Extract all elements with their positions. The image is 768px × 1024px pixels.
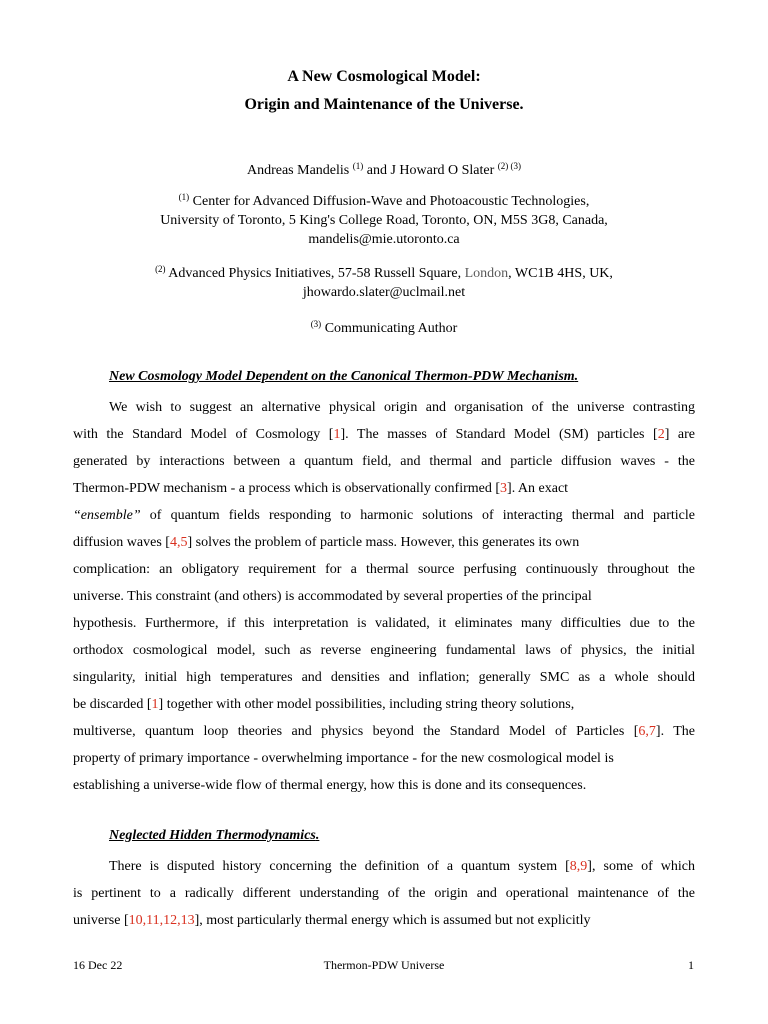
section-2-paragraph xyxy=(73,853,695,934)
citation-link[interactable]: 4,5 xyxy=(169,535,188,550)
affiliation-2-city: London xyxy=(464,266,509,281)
text-line: be discarded [1] together with other model possibilities, including string theory solutions, xyxy=(73,697,575,712)
text-line: establishing a universe-wide flow of thermal energy, how this is done and its consequences. xyxy=(73,778,587,793)
author-name-2: J Howard O Slater xyxy=(390,163,495,178)
affiliation-2 xyxy=(0,260,768,302)
text-line: multiverse, quantum loop theories and physics beyond the Standard Model of Particles [6,7]. The xyxy=(73,724,695,739)
communicating-author-note: $^{(3)}$ Communicating Author xyxy=(310,319,458,336)
affiliation-2-email[interactable]: jhowardo.slater@uclmail.net xyxy=(302,285,466,300)
emphasis-term: “ensemble” xyxy=(73,508,141,523)
text-line: complication: an obligatory requirement for a thermal source perfusing continuously throughout the xyxy=(73,562,695,577)
text-line: is pertinent to a radically different understanding of the origin and operational maintenance of the xyxy=(73,886,695,901)
citation-link[interactable]: 3 xyxy=(500,481,508,496)
text-line: with the Standard Model of Cosmology [1]. The masses of Standard Model (SM) particles [2] are xyxy=(73,427,695,442)
section-2-heading: Neglected Hidden Thermodynamics. xyxy=(109,828,320,843)
citation-link[interactable]: 1 xyxy=(151,697,159,712)
footer-running-title: Thermon-PDW Universe xyxy=(323,958,445,972)
citation-link[interactable]: 6,7 xyxy=(638,724,656,739)
section-1-heading: New Cosmology Model Dependent on the Canonical Thermon-PDW Mechanism. xyxy=(109,369,579,384)
text-line: We wish to suggest an alternative physical origin and organisation of the universe contrasting xyxy=(109,400,695,415)
text-line: singularity, initial high temperatures and densities and inflation; generally SMC as a whole should xyxy=(73,670,695,685)
text-line: property of primary importance - overwhelming importance - for the new cosmological model is xyxy=(73,751,614,766)
affiliation-2-superscript: (2) xyxy=(155,264,166,274)
communicating-superscript: (3) xyxy=(310,319,322,329)
citation-link[interactable]: 1 xyxy=(333,427,341,442)
section-1-paragraph xyxy=(73,394,695,799)
author-1-superscript: (1) xyxy=(352,161,364,171)
text-line: orthodox cosmological model, such as reverse engineering fundamental laws of physics, the initial xyxy=(73,643,695,658)
author-name-1: Andreas Mandelis xyxy=(246,163,350,178)
author-line xyxy=(0,157,768,180)
text-line: diffusion waves [4,5] solves the problem of particle mass. However, this generates its own xyxy=(73,535,580,550)
paper-title-line-1: A New Cosmological Model: xyxy=(287,68,481,85)
text-line: universe. This constraint (and others) is accommodated by several properties of the principal xyxy=(73,589,592,604)
footer-date: 16 Dec 22 xyxy=(73,958,123,972)
citation-link[interactable]: 8,9 xyxy=(569,859,588,874)
affiliation-1-line-1: $^{(1)}$ Center for Advanced Diffusion-Wave and Photoacoustic Technologies, xyxy=(178,192,590,209)
text-line: Thermon-PDW mechanism - a process which is observationally confirmed [3]. An exact xyxy=(73,481,569,496)
citation-link[interactable]: 2 xyxy=(657,427,665,442)
affiliation-1-email[interactable]: mandelis@mie.utoronto.ca xyxy=(308,232,460,247)
text-line: universe [10,11,12,13], most particularly thermal energy which is assumed but not explicitly xyxy=(73,913,591,928)
footer-page-number: 1 xyxy=(688,958,694,972)
affiliation-1-superscript: (1) xyxy=(178,192,190,202)
affiliation-1-line-2: University of Toronto, 5 King's College Road, Toronto, ON, M5S 3G8, Canada, xyxy=(160,213,608,228)
text-line: hypothesis. Furthermore, if this interpretation is validated, it eliminates many difficulties due to the xyxy=(73,616,695,631)
author-2-superscript: (2) (3) xyxy=(497,161,522,171)
citation-link[interactable]: 10,11,12,13 xyxy=(128,913,195,928)
paper-title-line-2: Origin and Maintenance of the Universe. xyxy=(244,96,524,113)
affiliation-1 xyxy=(0,188,768,249)
text-line: There is disputed history concerning the definition of a quantum system [8,9], some of which xyxy=(109,859,695,874)
text-line: “ensemble” of quantum fields responding to harmonic solutions of interacting thermal and particle xyxy=(73,508,695,523)
author-conjunction: and xyxy=(366,163,387,178)
text-line: generated by interactions between a quantum field, and thermal and particle diffusion waves - the xyxy=(73,454,695,469)
affiliation-2-line-1: $^{(2)}$ Advanced Physics Initiatives, 57-58 Russell Square, London, WC1B 4HS, UK, xyxy=(155,264,613,281)
